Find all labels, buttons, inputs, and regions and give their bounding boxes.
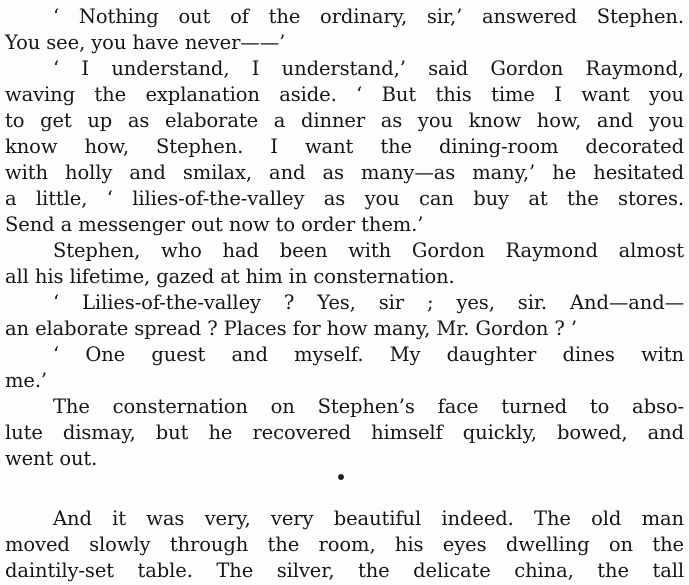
text-line: daintily-set table. The silver, the delicate china, the tall <box>5 559 684 582</box>
text-line: an elaborate spread ? Places for how many, Mr. Gordon ? ’ <box>5 317 577 340</box>
section-break-dot <box>338 474 344 480</box>
text-line: waving the explanation aside. ‘ But this time I want you <box>5 83 684 106</box>
text-line: a little, ‘ lilies-of-the-valley as you can buy at the stores. <box>5 187 684 210</box>
text-line: to get up as elaborate a dinner as you know how, and you <box>5 109 684 132</box>
text-line: ‘ Nothing out of the ordinary, sir,’ answered Stephen. <box>53 5 684 28</box>
text-line: ‘ One guest and myself. My daughter dines witn <box>53 343 684 366</box>
text-line: with holly and smilax, and as many—as many,’ he hesitated <box>5 161 684 184</box>
text-line: Stephen, who had been with Gordon Raymond almost <box>53 239 684 262</box>
text-line: lute dismay, but he recovered himself quickly, bowed, and <box>5 421 684 444</box>
text-line: And it was very, very beautiful indeed. The old man <box>53 507 684 530</box>
text-line: all his lifetime, gazed at him in consternation. <box>5 265 455 288</box>
text-line: ‘ I understand, I understand,’ said Gordon Raymond, <box>53 57 684 80</box>
text-line: Send a messenger out now to order them.’ <box>5 213 424 236</box>
text-line: The consternation on Stephen’s face turned to abso- <box>53 395 684 418</box>
text-line: know how, Stephen. I want the dining-room decorated <box>5 135 684 158</box>
text-line: me.’ <box>5 369 48 392</box>
text-line: You see, you have never——’ <box>5 31 286 54</box>
text-line: ‘ Lilies-of-the-valley ? Yes, sir ; yes, sir. And—and— <box>53 291 684 314</box>
text-line: went out. <box>5 447 98 470</box>
text-line: moved slowly through the room, his eyes dwelling on the <box>5 533 684 556</box>
